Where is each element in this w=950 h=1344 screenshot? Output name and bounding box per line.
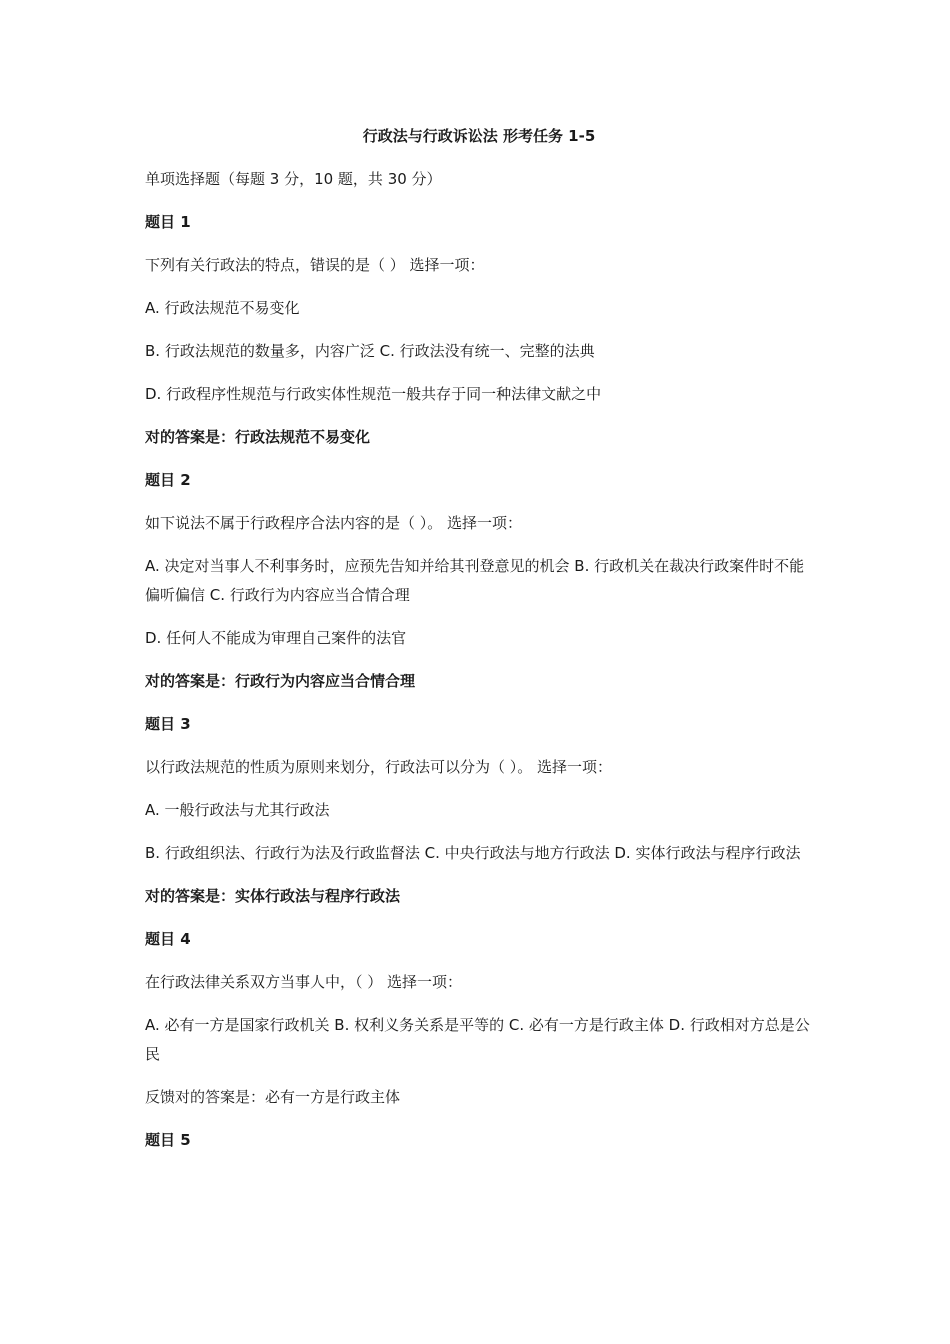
question-stem: 下列有关行政法的特点，错误的是（ ） 选择一项： bbox=[145, 256, 485, 274]
document-title: 行政法与行政诉讼法 形考任务 1-5 bbox=[362, 127, 596, 145]
question-stem: 如下说法不属于行政程序合法内容的是（ ）。 选择一项： bbox=[145, 514, 523, 532]
option-line: A. 决定对当事人不利事务时，应预先告知并给其刊登意见的机会 B. 行政机关在裁决行政案件时不能偏听偏信 C. 行政行为内容应当合情合理 bbox=[145, 557, 805, 604]
option-line: A. 必有一方是国家行政机关 B. 权利义务关系是平等的 C. 必有一方是行政主体 D. 行政相对方总是公民 bbox=[145, 1016, 810, 1063]
feedback-answer: 反馈对的答案是：必有一方是行政主体 bbox=[145, 1088, 401, 1106]
question-heading: 题目 4 bbox=[145, 930, 191, 948]
option-line: D. 任何人不能成为审理自己案件的法官 bbox=[145, 629, 407, 647]
option-line: D. 行政程序性规范与行政实体性规范一般共存于同一种法律文献之中 bbox=[145, 385, 602, 403]
correct-answer: 对的答案是：行政法规范不易变化 bbox=[145, 428, 371, 446]
question-stem: 以行政法规范的性质为原则来划分，行政法可以分为（ ）。 选择一项： bbox=[145, 758, 613, 776]
question-heading: 题目 1 bbox=[145, 213, 191, 231]
document-body bbox=[145, 122, 813, 1169]
option-line: A. 行政法规范不易变化 bbox=[145, 299, 300, 317]
section-intro: 单项选择题（每题 3 分，10 题，共 30 分） bbox=[145, 170, 442, 188]
correct-answer: 对的答案是：行政行为内容应当合情合理 bbox=[145, 672, 416, 690]
question-heading: 题目 2 bbox=[145, 471, 191, 489]
question-stem: 在行政法律关系双方当事人中，（ ） 选择一项： bbox=[145, 973, 463, 991]
option-line: B. 行政组织法、行政行为法及行政监督法 C. 中央行政法与地方行政法 D. 实体行政法与程序行政法 bbox=[145, 844, 801, 862]
correct-answer: 对的答案是：实体行政法与程序行政法 bbox=[145, 887, 401, 905]
question-heading: 题目 5 bbox=[145, 1131, 191, 1149]
option-line: B. 行政法规范的数量多，内容广泛 C. 行政法没有统一、完整的法典 bbox=[145, 342, 595, 360]
question-heading: 题目 3 bbox=[145, 715, 191, 733]
option-line: A. 一般行政法与尤其行政法 bbox=[145, 801, 330, 819]
